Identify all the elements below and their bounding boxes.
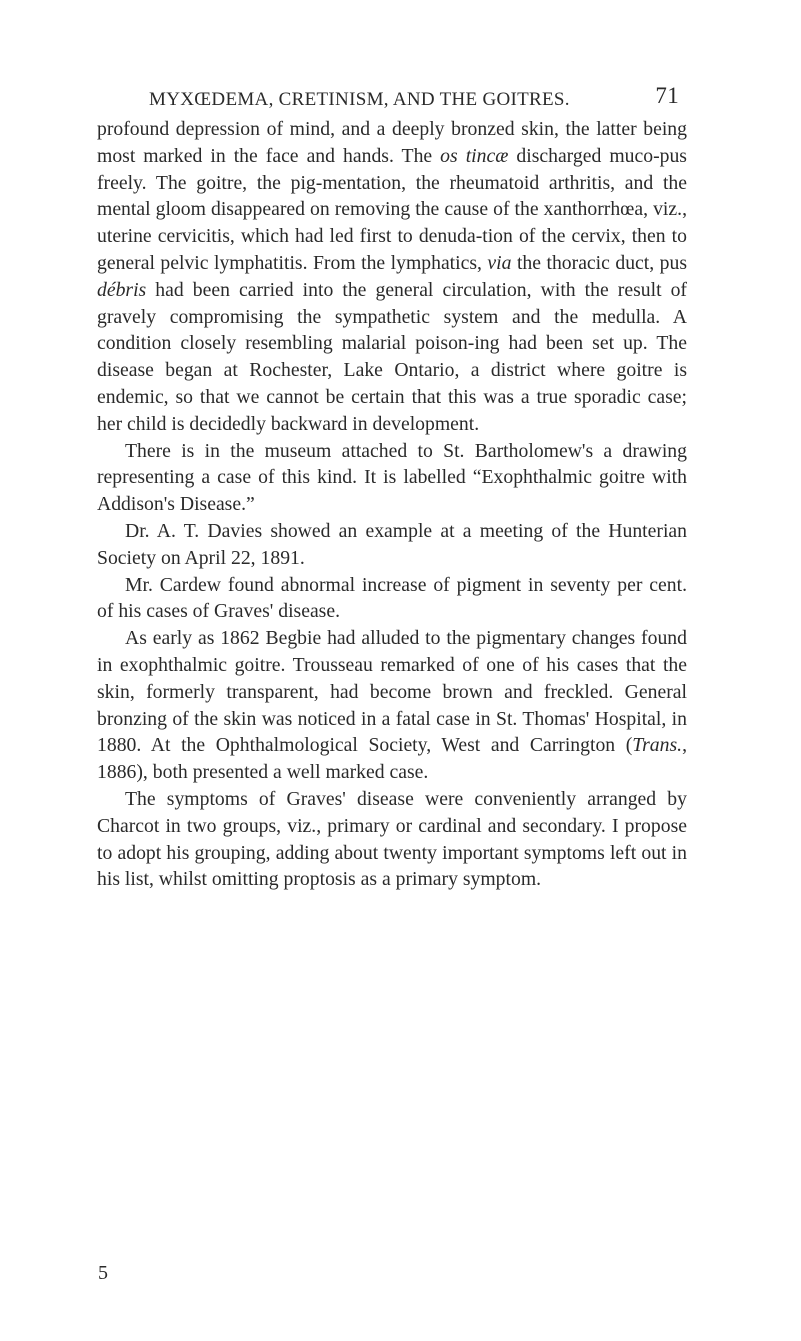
text-segment-italic: débris: [97, 278, 147, 301]
text-segment-italic: os tincæ: [440, 144, 509, 167]
paragraph: [97, 786, 687, 893]
text-segment: discharged muco-pus freely. The goitre, the pig-mentation, the rheumatoid arthritis, and the mental gloom disappeared on removing the cause of the xanthorrhœa, viz., uterine cervicitis, which had led first to denuda-tion of the cervix, then to general pelvic lymphatitis. From the lymphatics,: [97, 144, 687, 274]
text-segment: the thoracic duct, pus: [511, 251, 687, 274]
text-segment-italic: Trans.: [632, 734, 683, 757]
text-segment: had been carried into the general circulation, with the result of gravely compromising the sympathetic system and the medulla. A condition closely resembling malarial poison-ing had been set up. The disease began at Rochester, Lake Ontario, a district where goitre is endemic, so that we cannot be certain that this was a true sporadic case; her child is decidedly backward in development.: [97, 278, 687, 435]
body-text: [97, 116, 687, 893]
page-number: 71: [655, 83, 679, 108]
text-segment: profound depression of mind, and a deeply bronzed skin, the latter being most marked in the face and hands. The: [97, 118, 687, 167]
text-segment: There is in the museum attached to St. Bartholomew's a drawing representing a case of this kind. It is labelled “Exophthalmic goitre with Addison's Disease.”: [97, 439, 687, 516]
text-segment: Mr. Cardew found abnormal increase of pigment in seventy per cent. of his cases of Graves' disease.: [97, 573, 687, 623]
signature-mark: 5: [98, 1262, 108, 1284]
text-segment: The symptoms of Graves' disease were conveniently arranged by Charcot in two groups, viz., primary or cardinal and secondary. I propose to adopt his grouping, adding about twenty important symptoms left out in his list, whilst omitting proptosis as a primary symptom.: [97, 787, 687, 891]
paragraph: [97, 116, 687, 438]
paragraph: [97, 518, 687, 572]
paragraph: [97, 572, 687, 626]
paragraph: [97, 438, 687, 518]
paragraph: [97, 625, 687, 786]
running-head-title: MYXŒDEMA, CRETINISM, AND THE GOITRES.: [149, 89, 570, 110]
text-segment: , 1886), both presented a well marked case.: [97, 734, 687, 784]
text-segment: Dr. A. T. Davies showed an example at a meeting of the Hunterian Society on April 22, 1891.: [97, 519, 687, 569]
text-segment: As early as 1862 Begbie had alluded to the pigmentary changes found in exophthalmic goitre. Trousseau remarked of one of his cases that the skin, formerly transparent, had become brown and freckled. General bronzing of the skin was noticed in a fatal case in St. Thomas' Hospital, in 1880. At the Ophthalmological Society, West and Carrington (: [97, 627, 687, 757]
text-segment-italic: via: [487, 251, 512, 274]
